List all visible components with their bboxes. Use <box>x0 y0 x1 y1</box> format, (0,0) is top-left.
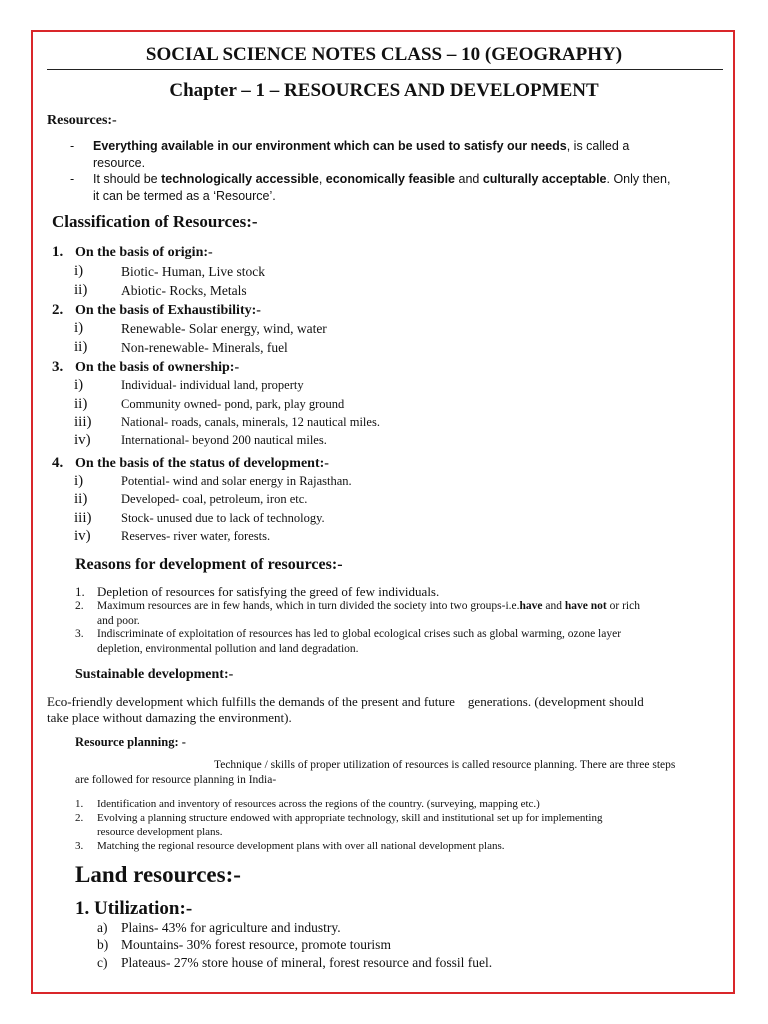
classification-basis-title: On the basis of Exhaustibility:- <box>75 303 261 318</box>
roman-numeral: ii) <box>74 339 88 355</box>
planning-paragraph-line2: are followed for resource planning in India- <box>75 774 277 786</box>
reason-2-post: or rich <box>606 600 640 612</box>
planning-step-2-line2: resource development plans. <box>97 826 223 838</box>
resource-definition-line2: resource. <box>93 156 146 170</box>
definition-bold: Everything available in our environment which can be used to satisfy our needs <box>93 139 567 153</box>
utilization-label: b) <box>97 937 109 952</box>
title-underline <box>47 69 723 70</box>
resource-definition <box>93 139 629 153</box>
classification-item: Biotic- Human, Live stock <box>121 264 265 279</box>
classification-number: 4. <box>52 455 64 471</box>
planning-paragraph: Technique / skills of proper utilization of resources is called resource planning. There are three steps <box>214 759 676 771</box>
utilization-label: a) <box>97 920 108 935</box>
classification-item: Abiotic- Rocks, Metals <box>121 283 247 298</box>
planning-heading: Resource planning: - <box>75 735 186 749</box>
classification-item: Individual- individual land, property <box>121 378 304 392</box>
roman-numeral: iv) <box>74 432 91 448</box>
reason-2-mid: and <box>542 600 565 612</box>
chapter-title: Chapter – 1 – RESOURCES AND DEVELOPMENT <box>169 80 599 101</box>
sustainable-text: Eco-friendly development which fulfills the demands of the present and future generations. (development should <box>47 694 644 709</box>
bullet-dash: - <box>70 172 75 186</box>
sustainable-heading: Sustainable development:- <box>75 667 234 682</box>
roman-numeral: ii) <box>74 282 88 298</box>
classification-basis-title: On the basis of origin:- <box>75 245 213 260</box>
classification-item: International- beyond 200 nautical miles. <box>121 433 327 447</box>
sustainable-text-line2: take place without damazing the environment). <box>47 710 292 725</box>
page-title: SOCIAL SCIENCE NOTES CLASS – 10 (GEOGRAPHY) <box>145 44 623 65</box>
criteria-rest: . Only then, <box>606 172 671 186</box>
classification-item: Non-renewable- Minerals, fuel <box>121 340 288 355</box>
classification-number: 2. <box>52 302 64 318</box>
planning-step-2: Evolving a planning structure endowed with appropriate technology, skill and institutional set up for implementing <box>97 812 603 824</box>
criteria-technological: technologically accessible <box>161 172 319 186</box>
reason-1: Depletion of resources for satisfying the greed of few individuals. <box>97 584 440 599</box>
classification-heading: Classification of Resources:- <box>52 212 258 231</box>
roman-numeral: iii) <box>74 510 92 526</box>
reasons-heading: Reasons for development of resources:- <box>75 556 343 573</box>
classification-basis-title: On the basis of ownership:- <box>75 360 240 375</box>
reason-number: 3. <box>75 628 84 640</box>
classification-item: National- roads, canals, minerals, 12 nautical miles. <box>121 415 380 429</box>
classification-item: Renewable- Solar energy, wind, water <box>121 321 327 336</box>
roman-numeral: ii) <box>74 396 88 412</box>
reason-3: Indiscriminate of exploitation of resources has led to global ecological crises such as global warming, ozone layer <box>97 628 622 640</box>
reason-2-have: have <box>519 600 543 612</box>
reason-3-line2: depletion, environmental pollution and land degradation. <box>97 643 359 655</box>
step-number: 2. <box>75 812 84 824</box>
criteria-sep: and <box>455 172 483 186</box>
bullet-dash: - <box>70 139 75 153</box>
resource-criteria-line2: it can be termed as a ‘Resource’. <box>93 189 276 203</box>
planning-step-1: Identification and inventory of resources across the regions of the country. (surveying, mapping etc.) <box>97 798 540 810</box>
roman-numeral: i) <box>74 320 84 336</box>
classification-item: Stock- unused due to lack of technology. <box>121 511 325 525</box>
reason-2-pre: Maximum resources are in few hands, which in turn divided the society into two groups-i.e. <box>97 600 520 612</box>
utilization-heading: 1. Utilization:- <box>75 898 193 919</box>
roman-numeral: i) <box>74 473 84 489</box>
classification-number: 3. <box>52 359 64 375</box>
classification-number: 1. <box>52 244 64 260</box>
classification-item: Potential- wind and solar energy in Rajasthan. <box>121 474 352 488</box>
roman-numeral: iii) <box>74 414 92 430</box>
definition-rest: , is called a <box>566 139 630 153</box>
step-number: 1. <box>75 798 84 810</box>
roman-numeral: i) <box>74 263 84 279</box>
roman-numeral: ii) <box>74 491 88 507</box>
criteria-cultural: culturally acceptable <box>482 172 607 186</box>
criteria-pre: It should be <box>93 172 162 186</box>
resources-heading: Resources:- <box>47 113 117 128</box>
utilization-label: c) <box>97 955 108 970</box>
utilization-item: Plains- 43% for agriculture and industry. <box>121 920 341 935</box>
reason-2 <box>97 600 640 612</box>
resource-criteria <box>93 172 670 186</box>
classification-item: Developed- coal, petroleum, iron etc. <box>121 492 308 506</box>
criteria-sep: , <box>318 172 326 186</box>
planning-step-3: Matching the regional resource development plans with over all national development plans. <box>97 840 505 852</box>
reason-2-have-not: have not <box>564 600 607 612</box>
classification-item: Community owned- pond, park, play ground <box>121 397 345 411</box>
utilization-item: Mountains- 30% forest resource, promote tourism <box>121 937 391 952</box>
reason-number: 2. <box>75 600 84 612</box>
utilization-item: Plateaus- 27% store house of mineral, forest resource and fossil fuel. <box>121 955 493 970</box>
step-number: 3. <box>75 840 84 852</box>
roman-numeral: iv) <box>74 528 91 544</box>
land-resources-heading: Land resources:- <box>75 862 241 887</box>
reason-2-line2: and poor. <box>97 615 140 627</box>
classification-basis-title: On the basis of the status of development:- <box>75 456 329 471</box>
classification-item: Reserves- river water, forests. <box>121 529 271 543</box>
criteria-economic: economically feasible <box>325 172 456 186</box>
reason-number: 1. <box>75 584 85 599</box>
roman-numeral: i) <box>74 377 84 393</box>
